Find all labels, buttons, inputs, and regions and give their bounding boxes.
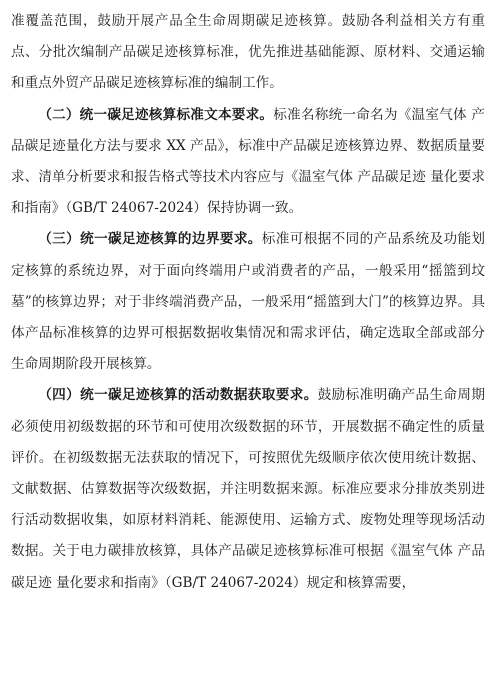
paragraph-body: 标准可根据不同的产品系统及功能划定核算的系统边界，对于面向终端用户或消费者的产品，一般采用“摇篮到坟墓”的核算边界；对于非终端消费产品，一般采用“摇篮到大门”的核算边界。具体产品标准核算的边界可根据数据收集情况和需求评估，确定选取全部或部分生命周期阶段开展核算。: [11, 231, 486, 373]
paragraph-standard-text: [11, 100, 485, 225]
paragraph-body: 标准名称统一命名为《温室气体 产品碳足迹量化方法与要求 XX 产品》，标准中产品碳足迹核算边界、数据质量要求、清单分析要求和报告格式等技术内容应与《温室气体 产品碳足迹 量化要求和指南》（GB/T 24067-2024）保持协调一致。: [11, 106, 486, 217]
paragraph-activity-data: [11, 380, 485, 598]
section-heading: （二）统一碳足迹核算标准文本要求。: [38, 106, 274, 123]
paragraph-body: 准覆盖范围，鼓励开展产品全生命周期碳足迹核算。鼓励各利益相关方有重点、分批次编制产品碳足迹核算标准，优先推进基础能源、原材料、交通运输和重点外贸产品碳足迹核算标准的编制工作。: [11, 13, 485, 92]
paragraph-continuation: [11, 6, 485, 100]
paragraph-body: 鼓励标准明确产品生命周期必须使用初级数据的环节和可使用次级数据的环节，开展数据不确定性的质量评价。在初级数据无法获取的情况下，可按照优先级顺序依次使用统计数据、文献数据、估算数据等次级数据，并注明数据来源。标准应要求分排放类别进行活动数据收集，如原材料消耗、能源使用、运输方式、废物处理等现场活动数据。关于电力碳排放核算，具体产品碳足迹核算标准可根据《温室气体 产品碳足迹 量化要求和指南》（GB/T 24067-2024）规定和核算需要，: [11, 387, 486, 591]
section-heading: （三）统一碳足迹核算的边界要求。: [38, 231, 262, 248]
paragraph-boundary: [11, 224, 485, 380]
section-heading: （四）统一碳足迹核算的活动数据获取要求。: [38, 387, 318, 404]
